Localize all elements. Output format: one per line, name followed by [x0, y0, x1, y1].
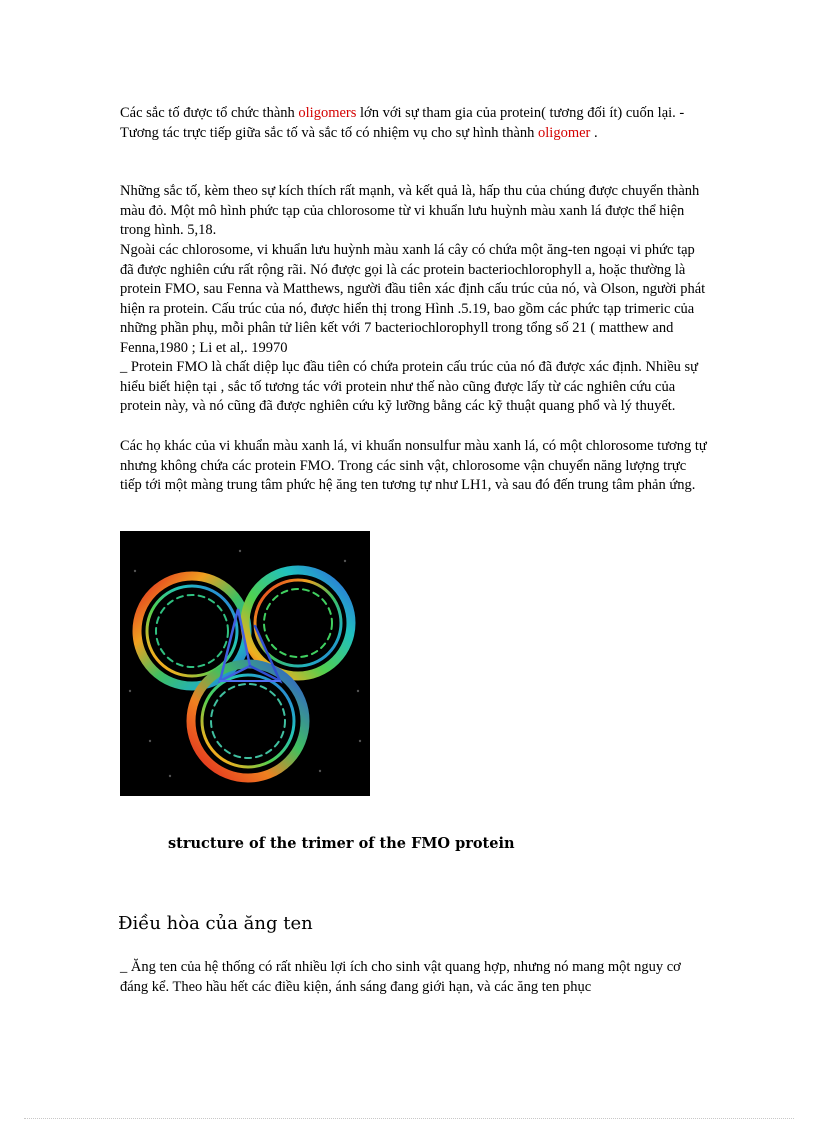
paragraph-oligomers	[120, 104, 710, 143]
paragraph-chlorosome: Ngoài các chlorosome, vi khuẩn lưu huỳnh màu xanh lá cây có chứa một ăng-ten ngoại vi phức tạp đã được nghiên cứu rất rộng rãi. Nó được gọi là các protein bacteriochlorophyll a, hoặc thường là protein FMO, sau Fenna và Matthews, người đầu tiên xác định cấu trúc của nó, và Olson, người phát hiện ra protein. Cấu trúc của nó, được hiển thị trong Hình .5.19, bao gồm các phức tạp trimeric của những phần phụ, mỗi phân tử liên kết với 7 bacteriochlorophyll trong tổng số 21 ( matthew and Fenna,1980 ; Li et al,. 19970	[120, 242, 706, 356]
paragraph-text: .	[590, 124, 598, 141]
oligomers-term: oligomers	[298, 105, 357, 121]
fmo-trimer-image	[120, 531, 370, 796]
page-bottom-divider	[24, 1118, 794, 1119]
paragraph-fmo-protein: _ Protein FMO là chất diệp lục đầu tiên có chứa protein cấu trúc của nó đã được xác định. Nhiều sự hiểu biết hiện tại , sắc tố tương tác với protein như thế nào cũng được lấy từ các nghiên cứu của protein này, và nó cũng đã được nghiên cứu kỹ lưỡng bằng các kỹ thuật quang phổ và lý thuyết.	[120, 359, 699, 414]
paragraph-antenna: _ Ăng ten của hệ thống có rất nhiều lợi ích cho sinh vật quang hợp, nhưng nó mang một nguy cơ đáng kể. Theo hầu hết các điều kiện, ánh sáng đang giới hạn, và các ăng ten phục	[120, 959, 681, 995]
oligomer-term: oligomer	[538, 124, 591, 141]
paragraph-text: lớn với sự tham gia của protein( tương đối ít) cuốn lại. -Tương tác trực tiếp giữa sắc tố và sắc tố có nhiệm vụ cho sự hình thành	[120, 105, 685, 141]
fmo-trimer-figure	[120, 531, 370, 796]
paragraph-text: Các sắc tố được tổ chức thành	[120, 105, 299, 121]
paragraph-other-families: Các họ khác của vi khuẩn màu xanh lá, vi khuẩn nonsulfur màu xanh lá, có một chlorosome tương tự nhưng không chứa các protein FMO. Trong các sinh vật, chlorosome vận chuyển năng lượng trực tiếp tới một màng trung tâm phức hệ ăng ten tương tự như LH1, và sau đó đến trung tâm phản ứng.	[120, 438, 707, 493]
figure-caption: structure of the trimer of the FMO protein	[168, 835, 515, 852]
paragraph-pigments: Những sắc tố, kèm theo sự kích thích rất mạnh, và kết quả là, hấp thu của chúng được chuyển thành màu đỏ. Một mô hình phức tạp của chlorosome từ vi khuẩn lưu huỳnh màu xanh lá được thể hiện trong hình. 5,18.	[120, 183, 700, 238]
section-heading: Điều hòa của ăng ten	[118, 913, 313, 934]
